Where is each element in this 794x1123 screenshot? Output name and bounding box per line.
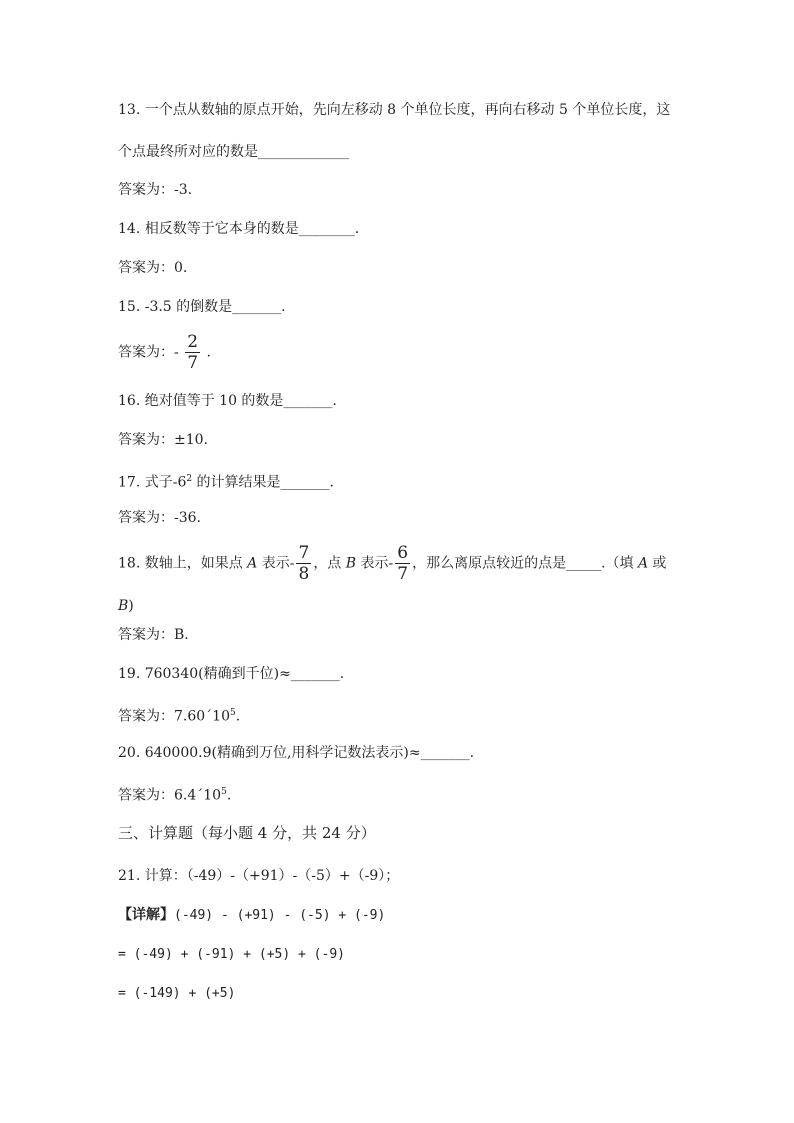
q18-a-denominator: 8 bbox=[298, 564, 310, 584]
q18-var-b: B bbox=[345, 555, 357, 572]
q18-text-2: 表示- bbox=[257, 555, 295, 572]
q15-answer-prefix: 答案为：- bbox=[118, 344, 179, 361]
q18-fraction-a bbox=[296, 543, 311, 584]
q15-numerator: 2 bbox=[187, 332, 199, 352]
q18-answer: 答案为：B. bbox=[118, 627, 189, 643]
q19-answer bbox=[118, 703, 240, 727]
section3-title: 三、计算题（每小题 4 分，共 24 分） bbox=[118, 824, 376, 842]
q20-answer-prefix: 答案为：6.4´10 bbox=[118, 787, 222, 804]
q15-question: 15. -3.5 的倒数是_______. bbox=[118, 299, 286, 315]
q20-answer bbox=[118, 782, 231, 806]
q19-answer-prefix: 答案为：7.60´10 bbox=[118, 708, 230, 725]
q18-line2-var: B bbox=[118, 598, 129, 614]
q17-prefix: 17. 式子-6 bbox=[118, 474, 187, 491]
q18-b-numerator: 6 bbox=[397, 543, 409, 563]
q14-question: 14. 相反数等于它本身的数是________. bbox=[118, 221, 360, 237]
q19-question: 19. 760340(精确到千位)≈_______. bbox=[118, 666, 345, 682]
q21-detail-label: 【详解】 bbox=[118, 907, 174, 923]
q20-answer-suffix: . bbox=[226, 787, 232, 804]
q21-detail-expression: (-49) - (+91) - (-5) + (-9) bbox=[174, 908, 386, 923]
q13-line2: 个点最终所对应的数是_____________ bbox=[118, 144, 349, 160]
q20-exponent: 5 bbox=[221, 787, 227, 797]
q15-answer bbox=[118, 332, 211, 373]
q18-line2 bbox=[118, 596, 134, 616]
q16-question: 16. 绝对值等于 10 的数是_______. bbox=[118, 393, 337, 409]
q14-answer: 答案为：0. bbox=[118, 260, 188, 276]
q19-answer-suffix: . bbox=[235, 708, 241, 725]
q21-step2: = (-149) + (+5) bbox=[118, 986, 236, 1001]
q20-question: 20. 640000.9(精确到万位,用科学记数法表示)≈_______. bbox=[118, 745, 475, 761]
q18-var-a: A bbox=[247, 555, 258, 572]
q15-denominator: 7 bbox=[187, 353, 199, 373]
q18-question bbox=[118, 543, 667, 584]
q18-a-numerator: 7 bbox=[298, 543, 310, 563]
q18-text-5: ，那么离原点较近的点是_____.（填 bbox=[412, 555, 638, 572]
q18-b-denominator: 7 bbox=[397, 564, 409, 584]
q18-text-1: 18. 数轴上，如果点 bbox=[118, 555, 248, 572]
q18-line2-rest: ) bbox=[128, 598, 134, 614]
q15-fraction bbox=[185, 332, 200, 373]
q13-answer: 答案为：-3. bbox=[118, 182, 193, 198]
q19-exponent: 5 bbox=[230, 708, 236, 718]
q17-answer: 答案为：-36. bbox=[118, 510, 201, 526]
q17-suffix: 的计算结果是_______. bbox=[192, 474, 334, 491]
q21-step1: = (-49) + (-91) + (+5) + (-9) bbox=[118, 947, 345, 962]
q18-text-6: 或 bbox=[648, 555, 667, 572]
q21-detail bbox=[118, 905, 385, 926]
q18-var-a2: A bbox=[637, 555, 649, 572]
q18-fraction-b bbox=[395, 543, 410, 584]
q18-text-3: ，点 bbox=[313, 555, 346, 572]
q21-question: 21. 计算：（-49）-（+91）-（-5）+（-9）； bbox=[118, 868, 400, 884]
q18-text-4: 表示- bbox=[356, 555, 394, 572]
q15-answer-suffix: . bbox=[206, 344, 211, 361]
q17-exponent: 2 bbox=[186, 474, 193, 484]
q17-question bbox=[118, 469, 334, 493]
q13-line1: 13. 一个点从数轴的原点开始，先向左移动 8 个单位长度，再向右移动 5 个单位长度，这 bbox=[118, 102, 671, 118]
q16-answer: 答案为：±10. bbox=[118, 432, 208, 448]
